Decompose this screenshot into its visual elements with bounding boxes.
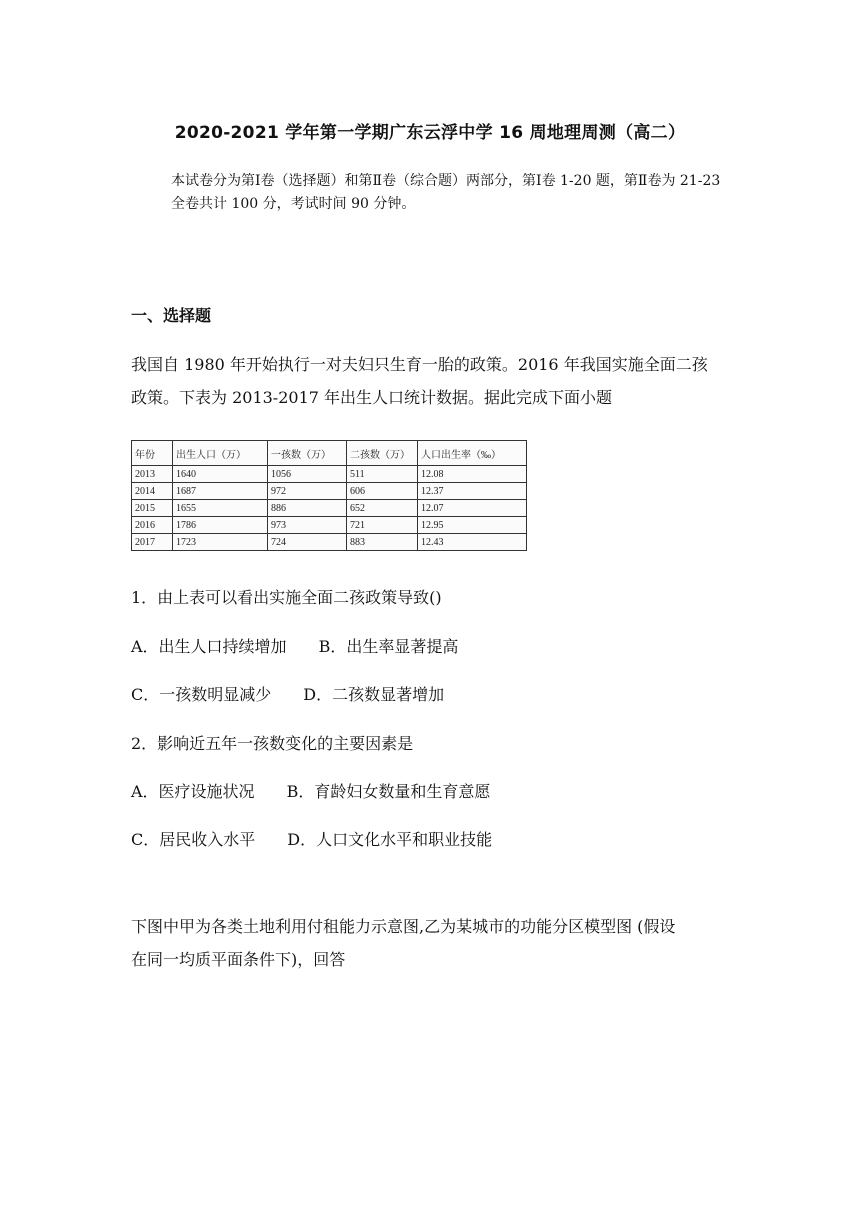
table-row bbox=[132, 500, 527, 517]
table-row bbox=[132, 466, 527, 483]
table-cell: 721 bbox=[347, 517, 418, 534]
option-a: A．出生人口持续增加 bbox=[131, 637, 287, 656]
table-cell: 973 bbox=[268, 517, 347, 534]
table-cell: 12.95 bbox=[418, 517, 527, 534]
exam-intro-line-1: 本试卷分为第Ⅰ卷（选择题）和第Ⅱ卷（综合题）两部分，第Ⅰ卷 1-20 题，第Ⅱ卷为 21-23 bbox=[171, 173, 721, 189]
passage-2-line-1: 下图中甲为各类土地利用付租能力示意图,乙为某城市的功能分区模型图 (假设 bbox=[131, 917, 676, 936]
table-header-row bbox=[132, 441, 527, 466]
table-cell: 1723 bbox=[173, 534, 268, 551]
table-cell: 1655 bbox=[173, 500, 268, 517]
table-row bbox=[132, 517, 527, 534]
table-header-cell: 人口出生率（‰） bbox=[418, 441, 527, 466]
table-cell: 511 bbox=[347, 466, 418, 483]
table-header-cell: 一孩数（万） bbox=[268, 441, 347, 466]
table-cell: 2014 bbox=[132, 483, 173, 500]
table-cell: 972 bbox=[268, 483, 347, 500]
table-cell: 606 bbox=[347, 483, 418, 500]
question-2-stem: 2．影响近五年一孩数变化的主要因素是 bbox=[131, 734, 414, 753]
option-c: C．居民收入水平 bbox=[131, 830, 256, 849]
table-cell: 1687 bbox=[173, 483, 268, 500]
table-row bbox=[132, 534, 527, 551]
table-cell: 1640 bbox=[173, 466, 268, 483]
question-1-options-row-2 bbox=[131, 682, 444, 705]
page-title: 2020-2021 学年第一学期广东云浮中学 16 周地理周测（高二） bbox=[174, 123, 686, 143]
table-cell: 12.07 bbox=[418, 500, 527, 517]
table-cell: 12.08 bbox=[418, 466, 527, 483]
option-a: A．医疗设施状况 bbox=[131, 782, 255, 801]
table-cell: 652 bbox=[347, 500, 418, 517]
table-header-cell: 年份 bbox=[132, 441, 173, 466]
question-2-options-row-1 bbox=[131, 779, 490, 802]
table-cell: 2017 bbox=[132, 534, 173, 551]
option-c: C．一孩数明显减少 bbox=[131, 685, 272, 704]
table-cell: 2016 bbox=[132, 517, 173, 534]
table-cell: 2015 bbox=[132, 500, 173, 517]
table-cell: 1056 bbox=[268, 466, 347, 483]
exam-intro-line-2: 全卷共计 100 分，考试时间 90 分钟。 bbox=[171, 196, 416, 212]
option-b: B．出生率显著提高 bbox=[318, 637, 459, 656]
table-row bbox=[132, 483, 527, 500]
table-cell: 12.43 bbox=[418, 534, 527, 551]
table-cell: 2013 bbox=[132, 466, 173, 483]
table-cell: 883 bbox=[347, 534, 418, 551]
passage-1-line-2: 政策。下表为 2013-2017 年出生人口统计数据。据此完成下面小题 bbox=[131, 388, 613, 407]
passage-1-line-1: 我国自 1980 年开始执行一对夫妇只生育一胎的政策。2016 年我国实施全面二孩 bbox=[131, 355, 708, 374]
table-header-cell: 二孩数（万） bbox=[347, 441, 418, 466]
option-d: D．二孩数显著增加 bbox=[303, 685, 445, 704]
table-header-cell: 出生人口（万） bbox=[173, 441, 268, 466]
question-1-options-row-1 bbox=[131, 634, 458, 657]
birth-statistics-table bbox=[131, 440, 527, 551]
table-cell: 886 bbox=[268, 500, 347, 517]
table-cell: 1786 bbox=[173, 517, 268, 534]
question-1-stem: 1．由上表可以看出实施全面二孩政策导致() bbox=[131, 588, 442, 607]
option-b: B．育龄妇女数量和生育意愿 bbox=[286, 782, 491, 801]
table-cell: 724 bbox=[268, 534, 347, 551]
question-2-options-row-2 bbox=[131, 827, 492, 850]
table-cell: 12.37 bbox=[418, 483, 527, 500]
passage-2-line-2: 在同一均质平面条件下)，回答 bbox=[131, 950, 346, 969]
option-d: D．人口文化水平和职业技能 bbox=[287, 830, 493, 849]
section-heading: 一、选择题 bbox=[131, 306, 212, 325]
